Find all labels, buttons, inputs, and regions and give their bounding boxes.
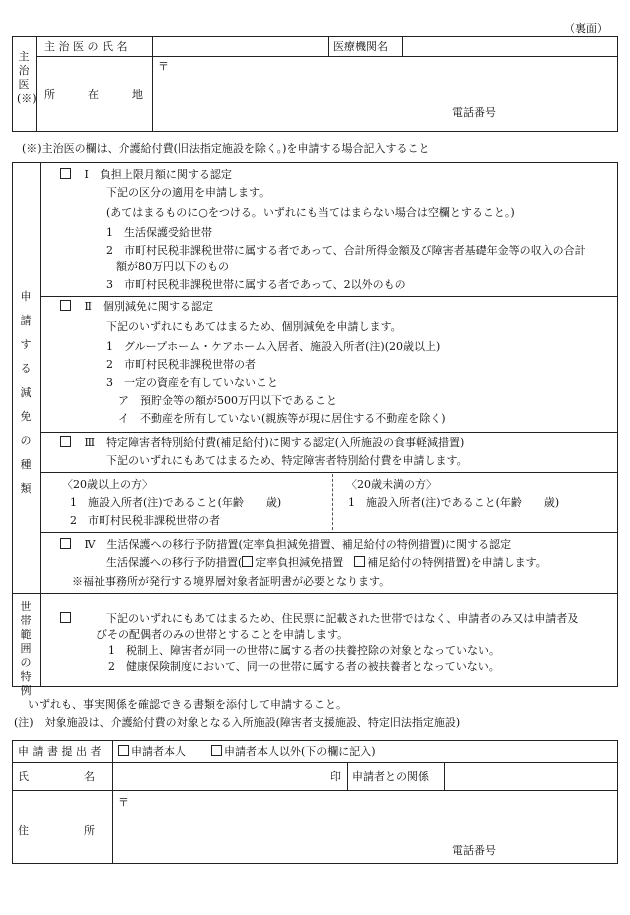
submitter-other-label: 申請者本人以外(下の欄に記入) [224, 745, 376, 758]
doctor-address-label: 所 在 地 [44, 88, 143, 101]
submitter-self-label: 申請者本人 [131, 745, 186, 758]
relation-label: 申請者との関係 [352, 770, 429, 783]
fixed-rate-checkbox[interactable] [242, 556, 253, 567]
item2-sub-a: ア 預貯金等の額が500万円以下であること [118, 394, 337, 407]
submitter-other-checkbox[interactable] [211, 745, 222, 756]
household-line1: 下記のいずれにもあてはまるため、住民票に記載された世帯ではなく、申請者のみ又は申請者及 [106, 612, 579, 625]
item4-line1 [106, 556, 547, 570]
item3-line1: 下記のいずれにもあてはまるため、特定障害者特別給付費を申請します。 [106, 454, 468, 467]
item4-checkbox[interactable] [60, 538, 71, 549]
supplement-checkbox[interactable] [354, 556, 365, 567]
item4-title: Ⅳ 生活保護への移行予防措置(定率負担減免措置、補足給付の特例措置)に関する認定 [84, 538, 512, 551]
item2-sub-i: イ 不動産を所有していない(親族等が現に居住する不動産を除く) [118, 412, 446, 425]
item2-opt3: 3 一定の資産を有していないこと [106, 376, 278, 389]
submitter-self-checkbox[interactable] [118, 745, 129, 756]
under20-opt1: 1 施設入所者(注)であること(年齢 歳) [348, 496, 560, 509]
submitter-name-label: 氏 名 [18, 770, 95, 783]
submitter-phone-label: 電話番号 [452, 844, 496, 857]
item3-title: Ⅲ 特定障害者特別給付費(補足給付)に関する認定(入所施設の食事軽減措置) [84, 436, 465, 449]
item1-line2: (あてはまるものに○をつける。いずれにも当てはまらない場合は空欄とすること。) [106, 206, 515, 219]
item2-row [60, 300, 213, 314]
item4-line1b: 定率負担減免措置 [255, 556, 355, 569]
household-section-label: 世帯範囲の特例 [20, 600, 32, 697]
submitter-address-label: 住 所 [18, 824, 95, 837]
submitter-options [118, 745, 376, 759]
item1-checkbox[interactable] [60, 168, 71, 179]
item1-opt2b: 額が80万円以下のもの [116, 260, 229, 273]
doctor-name-label: 主 治 医 の 氏 名 [44, 40, 128, 53]
doctor-footnote: (※)主治医の欄は、介護給付費(旧法指定施設を除く。)を申請する場合記入すること [22, 142, 430, 155]
doctor-phone-label: 電話番号 [452, 106, 496, 119]
seal-mark: 印 [330, 770, 341, 783]
under20-title: 〈20歳未満の方〉 [346, 478, 437, 491]
item4-line1a: 生活保護への移行予防措置( [106, 556, 243, 569]
item2-checkbox[interactable] [60, 300, 71, 311]
household-opt2: 2 健康保険制度において、同一の世帯に属する者の被扶養者となっていない。 [108, 660, 500, 673]
over20-opt1: 1 施設入所者(注)であること(年齢 歳) [70, 496, 282, 509]
household-line2: びその配偶者のみの世帯とすることを申請します。 [96, 628, 349, 641]
institution-label: 医療機関名 [333, 40, 388, 53]
item1-title: Ⅰ 負担上限月額に関する認定 [84, 168, 232, 181]
item1-opt2a: 2 市町村民税非課税世帯に属する者であって、合計所得金額及び障害者基礎年金等の収入の合計 [106, 244, 586, 257]
over20-title: 〈20歳以上の方〉 [62, 478, 153, 491]
item3-row [60, 436, 464, 450]
submitter-postal-mark: 〒 [118, 796, 129, 809]
item4-note: ※福祉事務所が発行する境界層対象者証明書が必要となります。 [72, 575, 391, 588]
doctor-postal-mark: 〒 [158, 60, 169, 73]
item2-line1: 下記のいずれにもあてはまるため、個別減免を申請します。 [106, 320, 402, 333]
item1-opt1: 1 生活保護受給世帯 [106, 226, 212, 239]
reduction-section-label: 申請する減免の種類 [20, 290, 32, 495]
doctor-section-label: 主治医(※) [17, 50, 37, 105]
item2-opt2: 2 市町村民税非課税世帯の者 [106, 358, 256, 371]
notes-line2: (注) 対象施設は、介護給付費の対象となる入所施設(障害者支援施設、特定旧法指定施設) [14, 716, 461, 729]
item2-opt1: 1 グループホーム・ケアホーム入居者、施設入所者(注)(20歳以上) [106, 340, 441, 353]
over20-opt2: 2 市町村民税非課税世帯の者 [70, 514, 220, 527]
submitter-label: 申 請 書 提 出 者 [18, 745, 102, 758]
item1-line1: 下記の区分の適用を申請します。 [106, 186, 271, 199]
household-checkbox-wrap [60, 612, 73, 626]
item4-line1c: 補足給付の特例措置)を申請します。 [367, 556, 547, 569]
item1-row [60, 168, 232, 182]
item1-opt3: 3 市町村民税非課税世帯に属する者であって、2以外のもの [106, 278, 406, 291]
household-checkbox[interactable] [60, 612, 71, 623]
item3-checkbox[interactable] [60, 436, 71, 447]
notes-line1: いずれも、事実関係を確認できる書類を添付して申請すること。 [28, 698, 347, 711]
item2-title: Ⅱ 個別減免に関する認定 [84, 300, 213, 313]
page-label: （裏面） [564, 22, 608, 35]
household-opt1: 1 税制上、障害者が同一の世帯に属する者の扶養控除の対象となっていない。 [108, 644, 500, 657]
item4-row [60, 538, 511, 552]
